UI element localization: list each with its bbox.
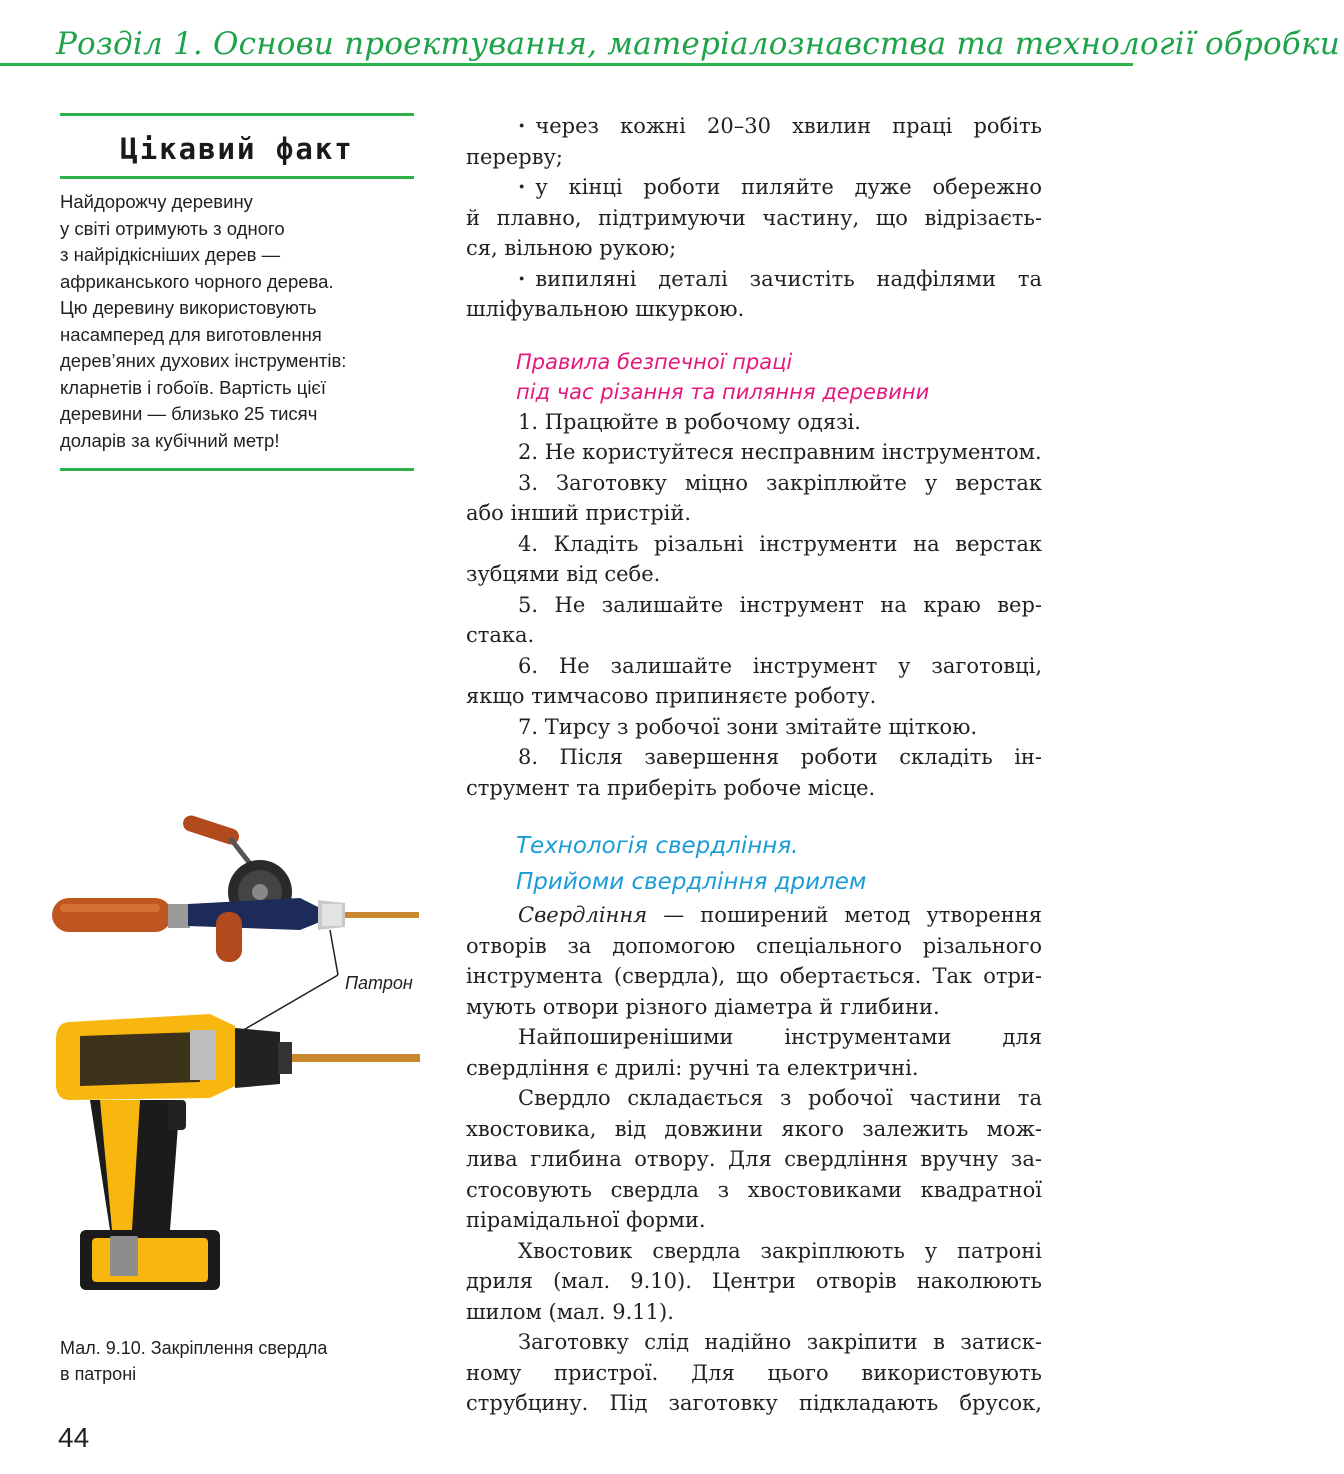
page-number: 44 [58, 1422, 90, 1453]
fact-line: у світі отримують з одного [60, 217, 285, 239]
text-column-top [466, 111, 1042, 803]
fact-line: деревини — близько 25 тисяч [60, 403, 318, 424]
paragraph: Заготовку слід надійно закріпити в затиск- ному пристрої. Для цього використовують струбцину. Під заготовку підкладають брусок, [466, 1330, 1042, 1415]
safety-heading: Правила безпечної праці під час різання та пиляння деревини [516, 349, 930, 404]
fact-line: з найрідкісніших дерев — [60, 244, 281, 265]
safety-rule: 8. Після завершення роботи складіть ін- струмент та приберіть робоче місце. [466, 745, 1042, 800]
bullet-icon: · [518, 113, 526, 138]
fact-text [60, 179, 414, 468]
fact-title: Цікавий факт [120, 132, 354, 166]
safety-rule: 4. Кладіть різальні інструменти на верстак зубцями від себе. [466, 531, 1042, 586]
bullet-item: · через кожні 20–30 хвилин праці робіть перерву; [466, 113, 1042, 169]
fact-line: насамперед для виготовлення [60, 323, 322, 345]
fact-line: Найдорожчу деревину [60, 191, 253, 212]
fact-line: дерев’яних духових інструментів: [60, 350, 347, 371]
drilling-heading: Технологія свердління. Прийоми свердління дрилем [516, 833, 867, 895]
drill-figure [40, 800, 430, 1320]
fact-line: кларнетів і гобоїв. Вартість цієї [60, 376, 327, 398]
safety-rule: 1. Працюйте в робочому одязі. [518, 409, 861, 434]
safety-rule: 6. Не залишайте інструмент у заготовці, якщо тимчасово припиняєте роботу. [466, 653, 1042, 708]
term: Свердління [518, 903, 648, 927]
leader-line [240, 975, 338, 1032]
safety-rule: 2. Не користуйтеся несправним інструментом. [518, 440, 1042, 464]
bullet-item: · випиляні деталі зачистіть надфілями та шліфувальною шкуркою. [466, 265, 1042, 321]
bullet-icon: · [518, 174, 526, 199]
chapter-title: Розділ 1. Основи проектування, матеріалознавства та технології обробки [56, 26, 1344, 62]
paragraph: Свердло складається з робочої частини та хвостовика, від довжини якого залежить мож- лива глибина отвору. Для свердління вручну за- стосовують свердла з хвостовиками квадратної пірамідальної форми. [466, 1086, 1042, 1232]
fact-line: африканського чорного дерева. [60, 270, 334, 292]
safety-rules-list [466, 407, 1042, 804]
leader-line [330, 930, 338, 975]
safety-rule: 3. Заготовку міцно закріплюйте у верстак або інший пристрій. [466, 470, 1042, 525]
fact-line: доларів за кубічний метр! [60, 429, 280, 451]
paragraph: Свердління — поширений метод утворення отворів за допомогою спеціального різального інструмента (свердла), що обертається. Так отри- мують отвори різного діаметра й глибини. [466, 903, 1042, 1019]
fact-line: Цю деревину використовують [60, 297, 317, 318]
chapter-header [0, 18, 1340, 68]
bullet-item: · у кінці роботи пиляйте дуже обережно й плавно, підтримуючи частину, що відрізаєть- ся, вільною рукою; [466, 174, 1042, 260]
cordless-drill-image [56, 1014, 420, 1290]
bullet-icon: · [518, 265, 526, 291]
chuck-label: Патрон [345, 973, 413, 993]
paragraph: Найпоширенішими інструментами для свердління є дрилі: ручні та електричні. [466, 1025, 1042, 1080]
safety-rule: 7. Тирсу з робочої зони змітайте щіткою. [518, 714, 978, 739]
hand-drill-image [52, 813, 419, 962]
safety-rule: 5. Не залишайте інструмент на краю вер- стака. [466, 592, 1042, 647]
header-rule [0, 63, 1133, 66]
paragraph: Хвостовик свердла закріплюють у патроні дриля (мал. 9.10). Центри отворів наколюють шилом (мал. 9.11). [466, 1238, 1042, 1324]
fact-box [60, 113, 414, 471]
text-column-bottom [466, 828, 1042, 1419]
fact-bottom-rule [60, 468, 414, 471]
figure-caption: Мал. 9.10. Закріплення свердла в патроні [60, 1338, 328, 1384]
